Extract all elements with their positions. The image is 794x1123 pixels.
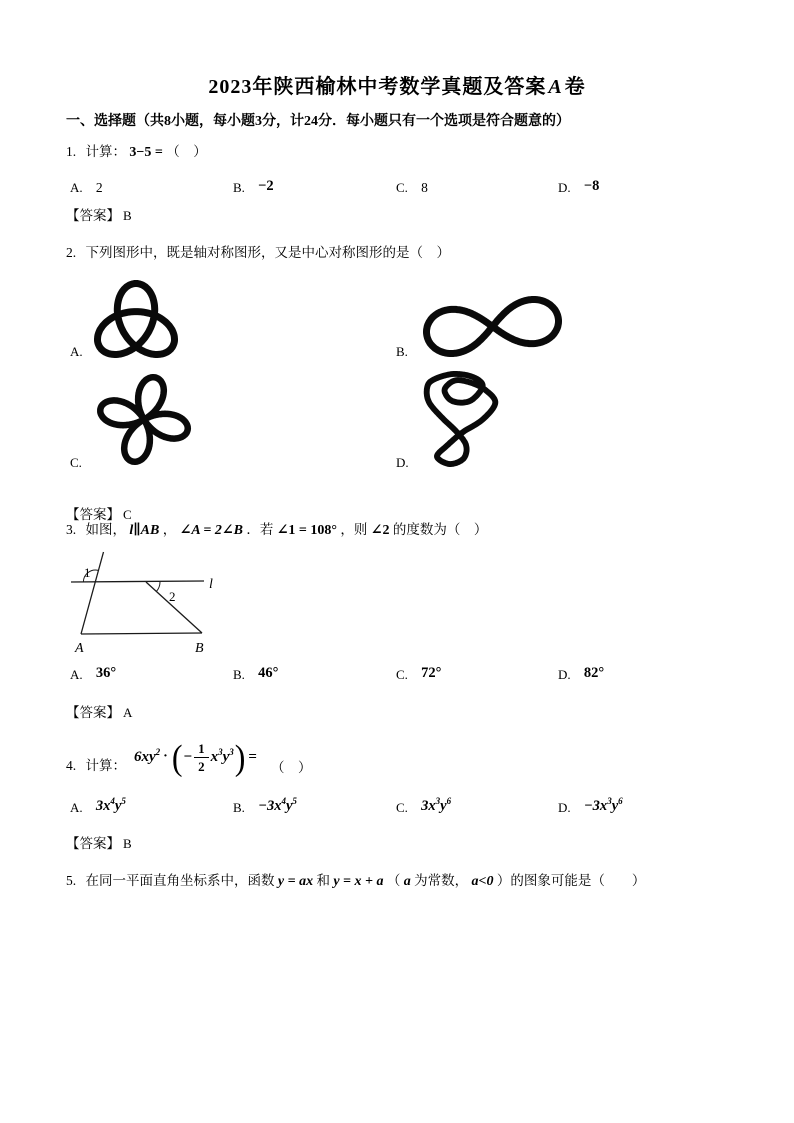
q5-number: 5.: [66, 873, 77, 888]
q3-text: 如图，: [85, 522, 126, 537]
monomial-2: [211, 747, 234, 767]
q3-option-d: [558, 667, 604, 684]
q1-text: 计算：: [85, 144, 126, 159]
exam-title-volume-letter: A: [548, 76, 563, 98]
option-letter: A.: [70, 180, 83, 195]
option-letter: C.: [396, 667, 408, 682]
q5-text: 为常数，: [414, 873, 469, 888]
option-exponent: 4: [281, 796, 286, 807]
figure-label-a: A.: [70, 344, 83, 359]
option-exponent: 3: [435, 796, 441, 807]
q3-option-a: [70, 667, 116, 684]
heart-knot-figure: [422, 370, 500, 468]
q5-function-1: y = ax: [277, 874, 314, 889]
q3-math-angle-relation: ∠A = 2∠B: [179, 523, 243, 538]
option-term: y: [440, 798, 447, 814]
answer-label: 【答案】: [66, 836, 120, 851]
line-l-label: l: [209, 577, 213, 592]
option-value: 36°: [95, 665, 117, 681]
fig-c-path: [100, 377, 188, 462]
multiplication-dot: ·: [163, 748, 168, 764]
option-value: 46°: [258, 665, 279, 681]
option-term: −3x: [583, 798, 608, 814]
option-exponent: 6: [446, 796, 452, 807]
monomial-2-y: y: [222, 748, 230, 765]
answer-label: 【答案】: [66, 705, 120, 720]
q1-answer: [66, 204, 132, 224]
option-term: 3x: [95, 798, 111, 814]
q1-options-row: [0, 180, 794, 202]
option-letter: D.: [558, 180, 571, 195]
q4-choice-blank: （ ）: [270, 759, 312, 775]
option-letter: A.: [70, 800, 83, 815]
q3-math-parallel: l∥AB: [129, 523, 160, 538]
answer-label: 【答案】: [66, 208, 120, 223]
figure-label-b: B.: [396, 344, 408, 359]
option-value: 82°: [583, 665, 605, 681]
option-term: y: [114, 798, 122, 814]
answer-value: A: [123, 705, 133, 720]
option-letter: D.: [558, 667, 571, 682]
q4-answer: [66, 832, 132, 852]
option-letter: C.: [396, 800, 408, 815]
q1-number: 1.: [66, 144, 77, 159]
option-value: −2: [258, 178, 274, 194]
option-term: −3x: [258, 798, 282, 814]
option-value: [258, 798, 297, 814]
q3-text: 的度数为（ ）: [392, 522, 488, 537]
option-value: 2: [95, 180, 103, 195]
question-2: [66, 244, 450, 262]
q1-choice-blank: （ ）: [166, 144, 207, 159]
question-1: [66, 143, 207, 163]
option-letter: B.: [233, 667, 245, 682]
trefoil-knot-figure: [93, 279, 179, 359]
q4-option-d: [558, 796, 623, 817]
option-term: 3x: [421, 798, 436, 814]
fig-a-path: [98, 284, 175, 355]
q3-option-b: [233, 667, 278, 684]
question-3: [66, 521, 487, 541]
q3-math-angle2: ∠2: [370, 523, 390, 538]
q3-answer: [66, 701, 132, 721]
option-letter: B.: [233, 800, 245, 815]
exam-title-volume: 卷: [564, 76, 586, 98]
figure-label-d: D.: [396, 455, 409, 470]
figure-label-c: C.: [70, 455, 82, 470]
q3-number: 3.: [66, 522, 77, 537]
q1-option-b: [233, 180, 274, 197]
line-l: [71, 581, 204, 582]
four-leaf-clover-figure: [96, 373, 192, 466]
angle1-label: 1: [84, 565, 91, 580]
q4-lead: [66, 757, 126, 775]
q1-option-a: [70, 180, 103, 196]
q4-options-row: [0, 796, 794, 824]
question-4: [66, 731, 311, 783]
q4-text: 计算：: [85, 757, 126, 773]
option-exponent: 5: [292, 796, 297, 807]
q5-text: 在同一平面直角坐标系中，函数: [85, 873, 275, 888]
answer-value: B: [123, 836, 132, 851]
section-header: 一、选择题（共8小题，每小题3分，计24分．每小题只有一个选项是符合题意的）: [66, 114, 570, 129]
option-exponent: 6: [618, 796, 623, 807]
monomial-1-base: 6xy: [134, 748, 156, 765]
option-letter: C.: [396, 180, 408, 195]
monomial-2-y-exponent: 3: [229, 746, 234, 757]
segment-ab: [81, 633, 202, 634]
fraction-denominator: 2: [194, 757, 209, 773]
infinity-symbol-figure: [422, 295, 563, 358]
monomial-1: [134, 747, 160, 767]
fraction-numerator: 1: [198, 740, 205, 756]
q5-text: 和: [316, 873, 330, 888]
q3-text: ，: [162, 522, 177, 537]
exam-title-text: 2023年陕西榆林中考数学真题及答案: [208, 76, 547, 98]
q4-option-a: [70, 796, 126, 817]
q1-expression: 3−5 =: [129, 145, 163, 160]
q5-constant-a: a: [403, 874, 411, 889]
q1-option-c: [396, 180, 428, 196]
q3-text: ．若: [246, 522, 274, 537]
q4-expression: $6xy^2$ · ( − $\frac{1}{2}$ $x^3y^3$ ) =: [134, 736, 257, 778]
option-letter: B.: [233, 180, 245, 195]
monomial-2-x-exponent: 3: [218, 746, 223, 757]
option-term: y: [611, 798, 619, 814]
q2-answer: [66, 503, 132, 523]
option-value: 8: [421, 180, 428, 195]
q4-number: 4.: [66, 757, 77, 773]
q5-condition: a<0: [471, 874, 494, 889]
fig-d-path: [427, 374, 496, 464]
option-exponent: 5: [121, 796, 126, 807]
minus-sign: −: [183, 748, 193, 765]
q5-text: ）的图象可能是（ ）: [496, 873, 646, 888]
answer-label: 【答案】: [66, 507, 120, 522]
exam-title: [0, 70, 794, 99]
q4-option-c: [396, 796, 452, 817]
option-value: −8: [583, 178, 600, 194]
option-letter: A.: [70, 667, 83, 682]
equals-sign: =: [248, 748, 257, 765]
option-value: 72°: [421, 665, 442, 681]
monomial-1-exponent: 2: [155, 746, 161, 757]
q2-number: 2.: [66, 245, 77, 260]
angle2-label: 2: [169, 589, 176, 604]
answer-value: C: [123, 507, 132, 522]
vertex-b-label: B: [195, 641, 204, 656]
fig-b-path: [427, 300, 559, 354]
option-exponent: 4: [110, 796, 115, 807]
option-value: [96, 798, 126, 814]
option-value: [421, 798, 451, 814]
q5-function-2: y = x + a: [333, 874, 384, 889]
angle2-arc: [156, 582, 160, 591]
q3-options-row: [0, 667, 794, 689]
q1-option-d: [558, 180, 599, 197]
option-exponent: 3: [607, 796, 612, 807]
option-letter: D.: [558, 800, 571, 815]
monomial-2-x: x: [210, 748, 219, 765]
q2-text: 下列图形中，既是轴对称图形，又是中心对称图形的是（ ）: [85, 245, 450, 260]
vertex-a-label: A: [75, 641, 84, 656]
question-5: [66, 872, 766, 892]
q3-option-c: [396, 667, 441, 684]
answer-value: B: [123, 208, 132, 223]
fraction-one-half: [194, 742, 209, 773]
q3-text: ，则: [340, 522, 368, 537]
option-value: [584, 798, 623, 814]
option-term: y: [285, 798, 293, 814]
q5-text: （: [386, 873, 401, 888]
parallel-lines-angle-diagram: [68, 550, 228, 658]
q3-math-angle1: ∠1 = 108°: [276, 523, 338, 538]
q4-option-b: [233, 796, 297, 817]
